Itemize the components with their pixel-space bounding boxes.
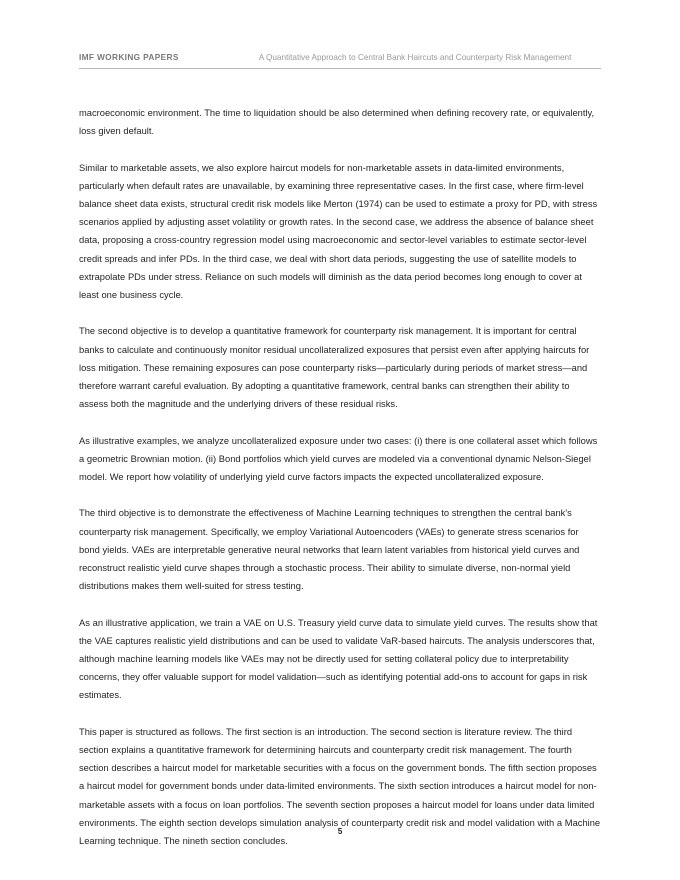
running-header <box>79 52 601 62</box>
header-brand-label: IMF WORKING PAPERS <box>79 52 179 62</box>
paragraph: As an illustrative application, we train a VAE on U.S. Treasury yield curve data to simulate yield curves. The results show that the VAE captures realistic yield distributions and can be used to validate VaR-based haircuts. The analysis underscores that, although machine learning models like VAEs may not be directly used for setting collateral policy due to interpretability concerns, they offer valuable support for model validation—such as identifying potential add-ons to account for gaps in risk estimates. <box>79 617 598 701</box>
paragraph: macroeconomic environment. The time to liquidation should be also determined when defining recovery rate, or equivalently, loss given default. <box>79 108 595 137</box>
paragraph: The second objective is to develop a quantitative framework for counterparty risk management. It is important for central banks to calculate and continuously monitor residual uncollateralized exposures that persist even after applying haircuts for loss mitigation. These remaining exposures can pose counterparty risks—particularly during periods of market stress—and therefore warrant careful evaluation. By adopting a quantitative framework, central banks can strengthen their ability to assess both the magnitude and the underlying drivers of these residual risks. <box>79 326 590 410</box>
page-number: 5 <box>337 827 343 836</box>
header-divider <box>79 68 601 69</box>
body-text-column <box>79 104 601 850</box>
paragraph: The third objective is to demonstrate the effectiveness of Machine Learning techniques to strengthen the central bank's counterparty risk management. Specifically, we employ Variational Autoencoders (VAEs) to generate stress scenarios for bond yields. VAEs are interpretable generative neural networks that learn latent variables from historical yield curves and reconstruct realistic yield curve shapes through a stochastic process. Their ability to simulate diverse, non-normal yield distributions makes them well-suited for stress testing. <box>79 508 580 592</box>
paragraph: As illustrative examples, we analyze uncollateralized exposure under two cases: (i) there is one collateral asset which follows a geometric Brownian motion. (ii) Bond portfolios which yield curves are modeled via a conventional dynamic Nelson-Siegel model. We report how volatility of underlying yield curve factors impacts the expected uncollateralized exposure. <box>79 435 598 483</box>
header-paper-title: A Quantitative Approach to Central Bank Haircuts and Counterparty Risk Management <box>258 53 572 62</box>
paragraph: This paper is structured as follows. The first section is an introduction. The second section is literature review. The third section explains a quantitative framework for determining haircuts and counterparty credit risk management. The fourth section describes a haircut model for marketable securities with a focus on the government bonds. The fifth section proposes a haircut model for government bonds under data-limited environments. The sixth section introduces a haircut model for non-marketable assets with a focus on loan portfolios. The seventh section proposes a haircut model for loans under data limited environments. The eighth section develops simulation analysis of counterparty credit risk and model validation with a Machine Learning technique. The nineth section concludes. <box>79 726 601 847</box>
paragraph: Similar to marketable assets, we also explore haircut models for non-marketable assets in data-limited environments, particularly when default rates are unavailable, by examining three representative cases. In the first case, where firm-level balance sheet data exists, structural credit risk models like Merton (1974) can be used to estimate a proxy for PD, with stress scenarios applied by adjusting asset volatility or growth rates. In the second case, we address the absence of balance sheet data, proposing a cross-country regression model using macroeconomic and sector-level variables to estimate sector-level credit spreads and infer PDs. In the third case, we deal with short data periods, suggesting the use of satellite models to extrapolate PDs under stress. Reliance on such models will diminish as the data period becomes long enough to cover at least one business cycle. <box>79 162 598 301</box>
